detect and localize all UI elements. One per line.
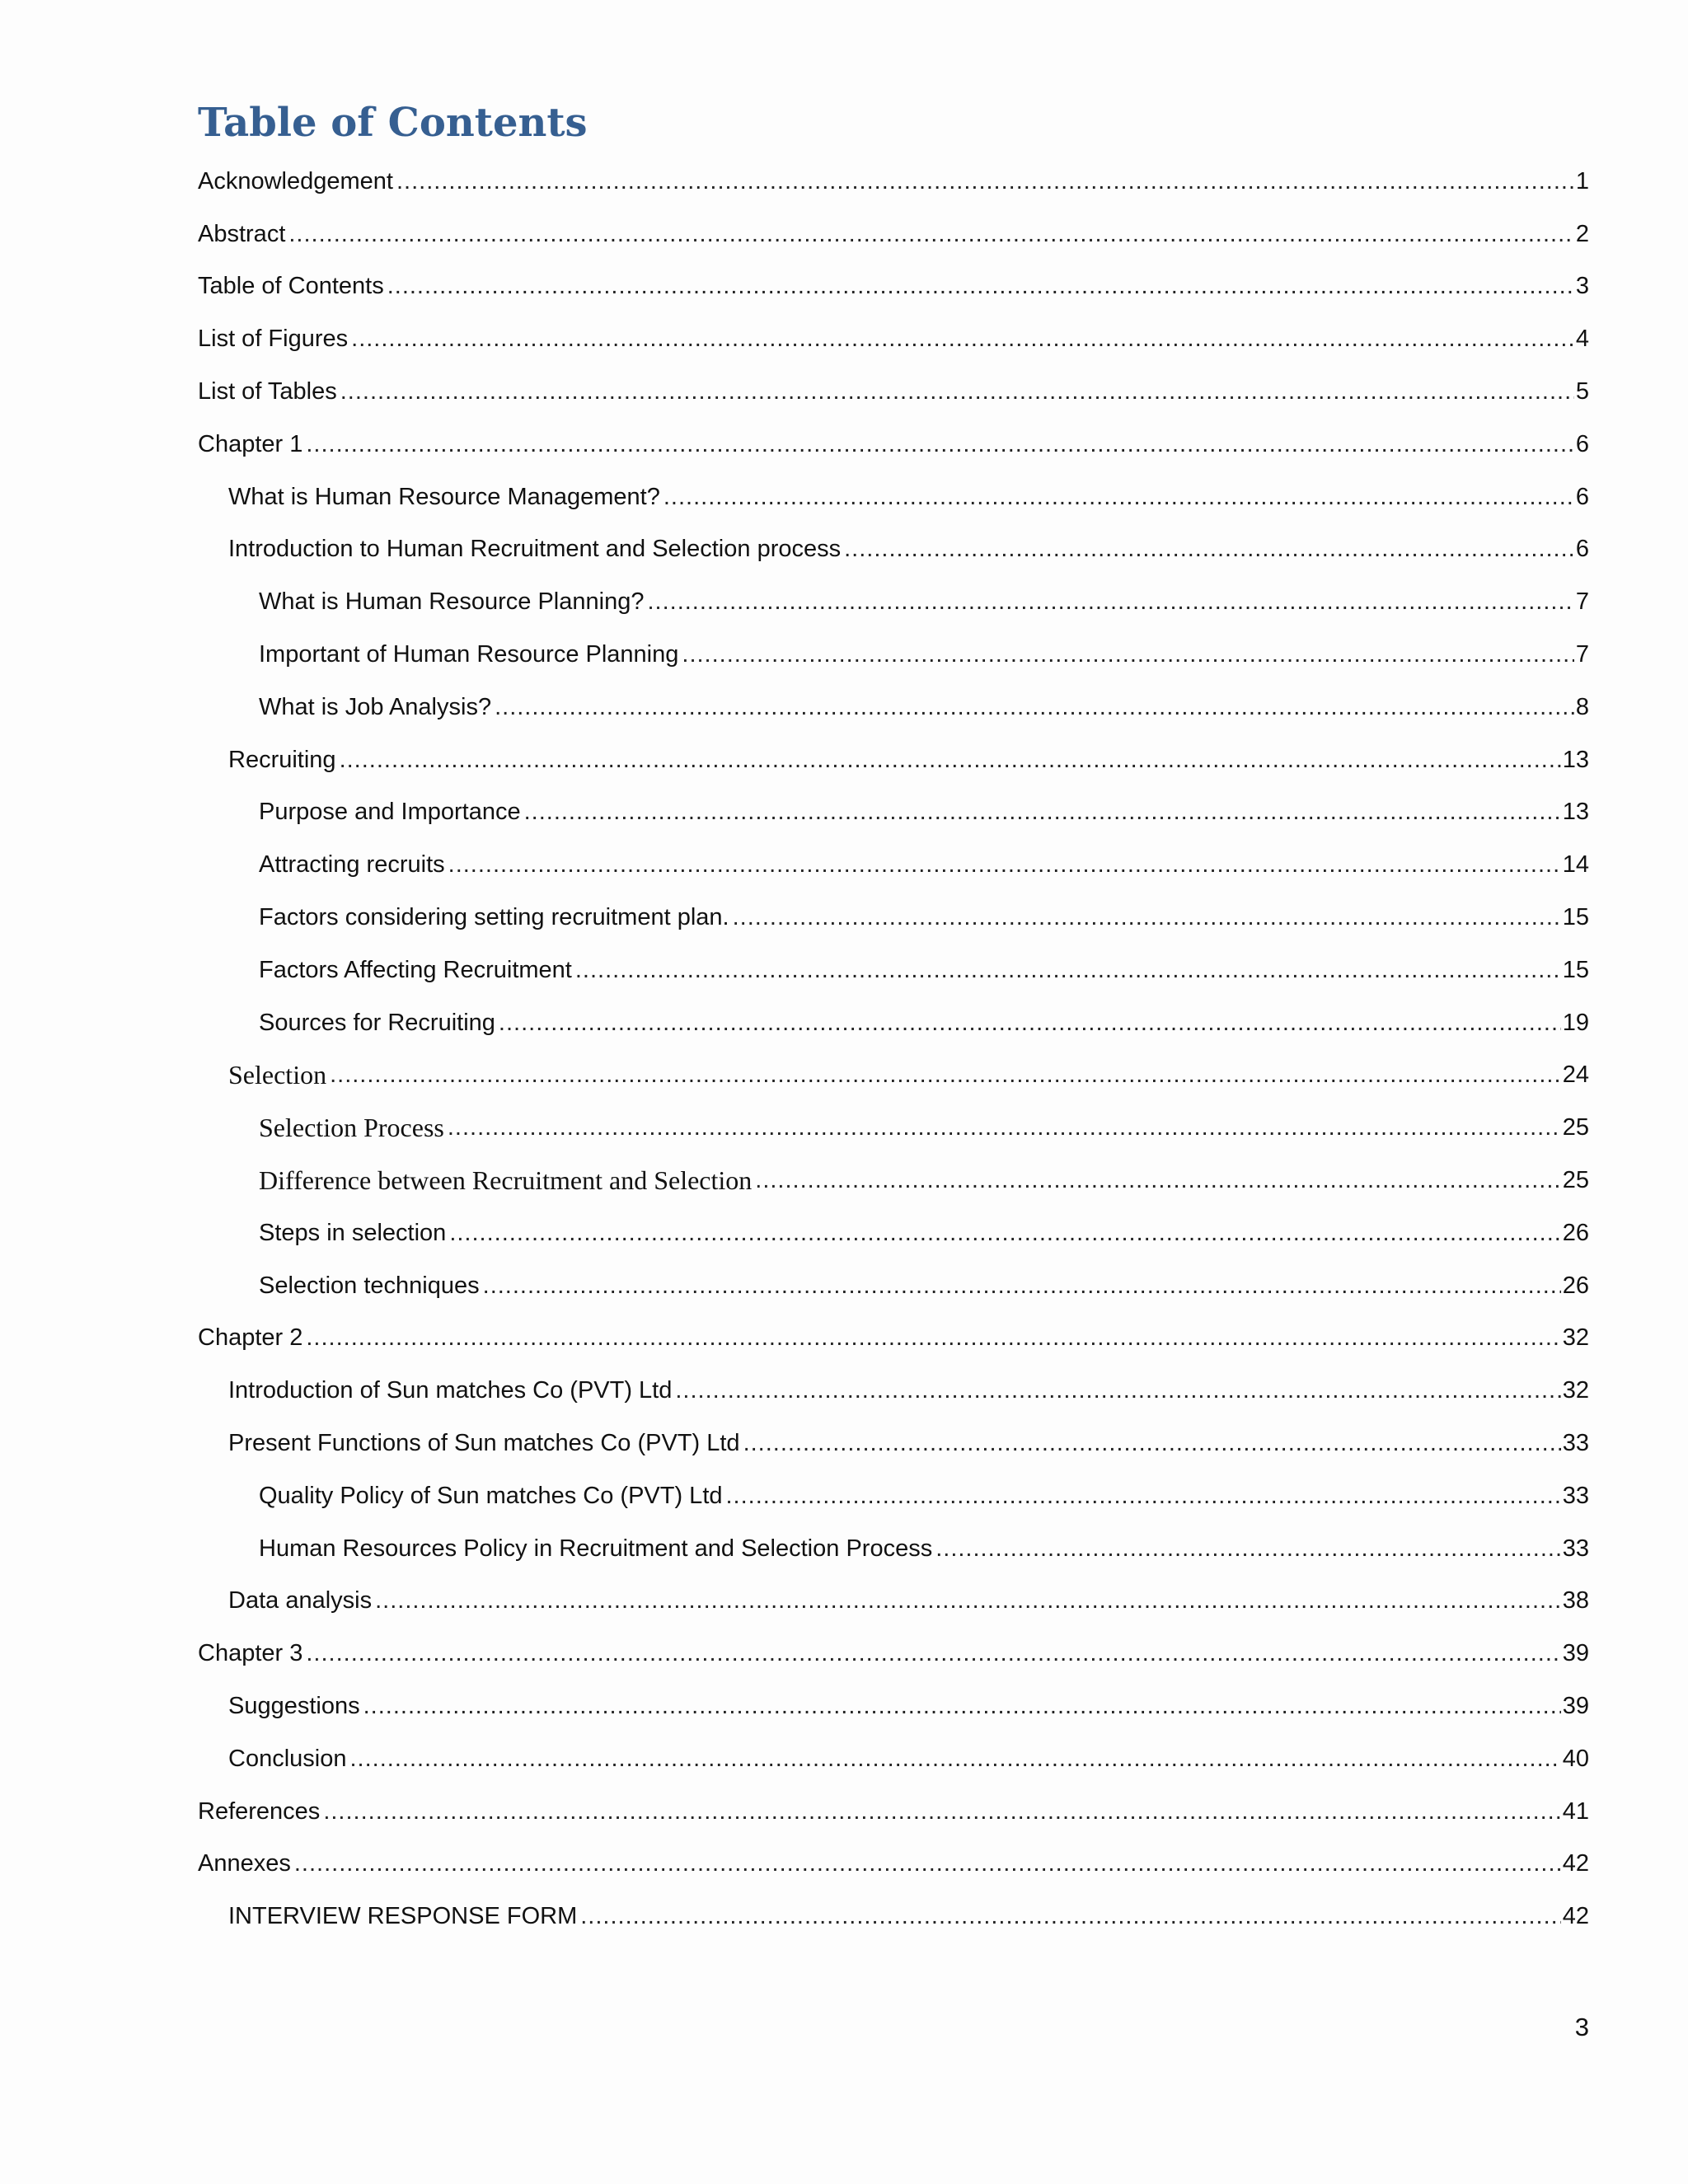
toc-entry-label[interactable]: Chapter 2: [198, 1324, 303, 1352]
toc-entry[interactable]: [198, 1673, 1589, 1726]
dot-leader: [663, 482, 1574, 512]
table-of-contents: [198, 148, 1589, 1936]
toc-entry-page-number[interactable]: 40: [1562, 1745, 1589, 1772]
toc-entry-label[interactable]: Conclusion: [228, 1745, 347, 1772]
toc-entry-page-number[interactable]: 8: [1575, 693, 1589, 720]
toc-entry[interactable]: [198, 1726, 1589, 1779]
dot-leader: [844, 534, 1574, 564]
toc-entry[interactable]: [198, 1147, 1589, 1200]
toc-entry-label[interactable]: What is Human Resource Planning?: [259, 588, 645, 616]
dot-leader: [499, 1008, 1561, 1038]
toc-entry[interactable]: [198, 1463, 1589, 1516]
toc-entry-page-number[interactable]: 14: [1562, 851, 1589, 879]
dot-leader: [351, 324, 1574, 354]
toc-entry-label[interactable]: Factors considering setting recruitment plan.: [259, 903, 729, 930]
toc-entry-label[interactable]: Sources for Recruiting: [259, 1009, 495, 1036]
page-number: 3: [1574, 2013, 1589, 2041]
toc-entry[interactable]: [198, 569, 1589, 621]
toc-entry-label[interactable]: Chapter 3: [198, 1640, 303, 1667]
toc-entry-label[interactable]: References: [198, 1797, 321, 1825]
toc-entry-page-number[interactable]: 13: [1562, 799, 1589, 826]
dot-leader: [495, 692, 1574, 722]
toc-entry-page-number[interactable]: 6: [1575, 536, 1589, 563]
toc-entry-page-number[interactable]: 32: [1562, 1377, 1589, 1404]
dot-leader: [483, 1271, 1561, 1301]
toc-entry[interactable]: [198, 832, 1589, 884]
toc-entry-label[interactable]: Acknowledgement: [198, 167, 393, 194]
toc-entry-label[interactable]: Human Resources Policy in Recruitment and Selection Process: [259, 1535, 933, 1562]
toc-entry[interactable]: [198, 1883, 1589, 1936]
toc-entry-page-number[interactable]: 33: [1562, 1429, 1589, 1456]
toc-entry-label[interactable]: What is Human Resource Management?: [228, 483, 660, 510]
toc-entry-label[interactable]: Recruiting: [228, 746, 336, 773]
toc-entry-label[interactable]: Table of Contents: [198, 273, 384, 300]
toc-entry[interactable]: [198, 1831, 1589, 1884]
dot-leader: [387, 271, 1574, 301]
dot-leader: [330, 1060, 1561, 1090]
toc-entry-label[interactable]: Important of Human Resource Planning: [259, 640, 679, 668]
toc-entry-page-number[interactable]: 4: [1575, 326, 1589, 353]
dot-leader: [294, 1849, 1561, 1878]
toc-entry-label[interactable]: Selection techniques: [259, 1272, 480, 1299]
toc-entry[interactable]: [198, 201, 1589, 254]
toc-entry-label[interactable]: Attracting recruits: [259, 851, 445, 879]
dot-leader: [306, 1638, 1560, 1668]
toc-entry-label[interactable]: Selection: [228, 1060, 327, 1090]
toc-entry-label[interactable]: Introduction to Human Recruitment and Selection process: [228, 536, 842, 563]
dot-leader: [675, 1376, 1560, 1405]
toc-entry-label[interactable]: Introduction of Sun matches Co (PVT) Ltd: [228, 1377, 673, 1404]
toc-entry-label[interactable]: Annexes: [198, 1850, 291, 1877]
toc-entry-page-number[interactable]: 38: [1562, 1587, 1589, 1615]
toc-entry-page-number[interactable]: 6: [1575, 430, 1589, 457]
toc-entry[interactable]: [198, 359, 1589, 411]
toc-entry-page-number[interactable]: 15: [1562, 903, 1589, 930]
toc-entry[interactable]: [198, 621, 1589, 674]
toc-entry[interactable]: [198, 148, 1589, 201]
dot-leader: [524, 797, 1561, 827]
toc-entry[interactable]: [198, 411, 1589, 464]
dot-leader: [340, 745, 1561, 775]
dot-leader: [647, 587, 1573, 616]
toc-entry[interactable]: [198, 1200, 1589, 1253]
toc-entry[interactable]: [198, 1779, 1589, 1831]
toc-entry-label[interactable]: Purpose and Importance: [259, 799, 521, 826]
toc-entry[interactable]: [198, 517, 1589, 569]
toc-entry-page-number[interactable]: 39: [1562, 1640, 1589, 1667]
toc-entry-label[interactable]: Data analysis: [228, 1587, 373, 1615]
toc-entry-label[interactable]: Quality Policy of Sun matches Co (PVT) Ltd: [259, 1482, 723, 1509]
toc-entry-page-number[interactable]: 5: [1575, 377, 1589, 405]
toc-entry-page-number[interactable]: 7: [1575, 588, 1589, 616]
page-title: Table of Contents: [198, 100, 588, 146]
dot-leader: [682, 640, 1573, 669]
toc-entry-page-number[interactable]: 33: [1562, 1482, 1589, 1509]
toc-entry-page-number[interactable]: 19: [1562, 1009, 1589, 1036]
toc-entry-label[interactable]: Abstract: [198, 220, 286, 247]
dot-leader: [363, 1691, 1561, 1721]
dot-leader: [448, 1113, 1561, 1142]
dot-leader: [743, 1428, 1561, 1458]
toc-entry-label[interactable]: List of Tables: [198, 377, 337, 405]
toc-entry[interactable]: [198, 1516, 1589, 1568]
dot-leader: [288, 219, 1573, 249]
toc-entry-label[interactable]: What is Job Analysis?: [259, 693, 492, 720]
toc-entry-page-number[interactable]: 26: [1562, 1219, 1589, 1246]
toc-entry[interactable]: [198, 306, 1589, 359]
dot-leader: [396, 166, 1574, 196]
toc-entry-label[interactable]: Suggestions: [228, 1692, 360, 1719]
toc-entry-label[interactable]: INTERVIEW RESPONSE FORM: [228, 1903, 578, 1930]
toc-entry-label[interactable]: Factors Affecting Recruitment: [259, 956, 572, 983]
toc-entry[interactable]: [198, 884, 1589, 937]
toc-entry-label[interactable]: Present Functions of Sun matches Co (PVT) Ltd: [228, 1429, 740, 1456]
toc-entry[interactable]: [198, 254, 1589, 307]
toc-entry[interactable]: [198, 727, 1589, 780]
toc-entry-label[interactable]: Chapter 1: [198, 430, 303, 457]
toc-entry-page-number[interactable]: 13: [1562, 746, 1589, 773]
toc-entry[interactable]: [198, 990, 1589, 1043]
dot-leader: [755, 1165, 1560, 1195]
toc-entry[interactable]: [198, 780, 1589, 832]
dot-leader: [449, 1218, 1560, 1248]
toc-entry-label[interactable]: List of Figures: [198, 326, 349, 353]
toc-entry-page-number[interactable]: 25: [1562, 1114, 1589, 1141]
dot-leader: [935, 1534, 1561, 1563]
toc-entry[interactable]: [198, 674, 1589, 727]
toc-entry-page-number[interactable]: 32: [1562, 1324, 1589, 1352]
toc-entry-page-number[interactable]: 2: [1575, 220, 1589, 247]
toc-entry[interactable]: [198, 1620, 1589, 1673]
toc-entry-page-number[interactable]: 3: [1575, 273, 1589, 300]
dot-leader: [726, 1481, 1561, 1511]
toc-entry-label[interactable]: Difference between Recruitment and Selection: [259, 1165, 753, 1195]
dot-leader: [375, 1586, 1561, 1615]
toc-entry[interactable]: [198, 1043, 1589, 1095]
dot-leader: [575, 955, 1561, 985]
toc-entry-page-number[interactable]: 15: [1562, 956, 1589, 983]
dot-leader: [340, 377, 1574, 406]
toc-entry-page-number[interactable]: 39: [1562, 1692, 1589, 1719]
toc-entry[interactable]: [198, 1568, 1589, 1621]
dot-leader: [448, 850, 1561, 879]
toc-entry[interactable]: [198, 464, 1589, 517]
dot-leader: [349, 1744, 1560, 1774]
toc-entry-page-number[interactable]: 7: [1575, 640, 1589, 668]
toc-entry-page-number[interactable]: 1: [1575, 167, 1589, 194]
dot-leader: [733, 902, 1561, 932]
toc-entry-page-number[interactable]: 41: [1562, 1797, 1589, 1825]
dot-leader: [323, 1797, 1560, 1826]
toc-entry[interactable]: [198, 1253, 1589, 1305]
toc-entry-page-number[interactable]: 42: [1562, 1903, 1589, 1930]
toc-entry[interactable]: [198, 1094, 1589, 1147]
toc-entry-page-number[interactable]: 26: [1562, 1272, 1589, 1299]
toc-entry-label[interactable]: Selection Process: [259, 1113, 444, 1143]
toc-entry-page-number[interactable]: 6: [1575, 483, 1589, 510]
toc-entry-page-number[interactable]: 24: [1562, 1062, 1589, 1089]
toc-entry-page-number[interactable]: 25: [1562, 1166, 1589, 1193]
toc-entry[interactable]: [198, 1305, 1589, 1358]
toc-entry-page-number[interactable]: 33: [1562, 1535, 1589, 1562]
toc-entry-label[interactable]: Steps in selection: [259, 1219, 447, 1246]
toc-entry[interactable]: [198, 1357, 1589, 1410]
toc-entry-page-number[interactable]: 42: [1562, 1850, 1589, 1877]
dot-leader: [306, 1323, 1560, 1352]
dot-leader: [580, 1901, 1561, 1931]
toc-entry[interactable]: [198, 1410, 1589, 1463]
toc-entry[interactable]: [198, 937, 1589, 990]
dot-leader: [306, 429, 1574, 459]
